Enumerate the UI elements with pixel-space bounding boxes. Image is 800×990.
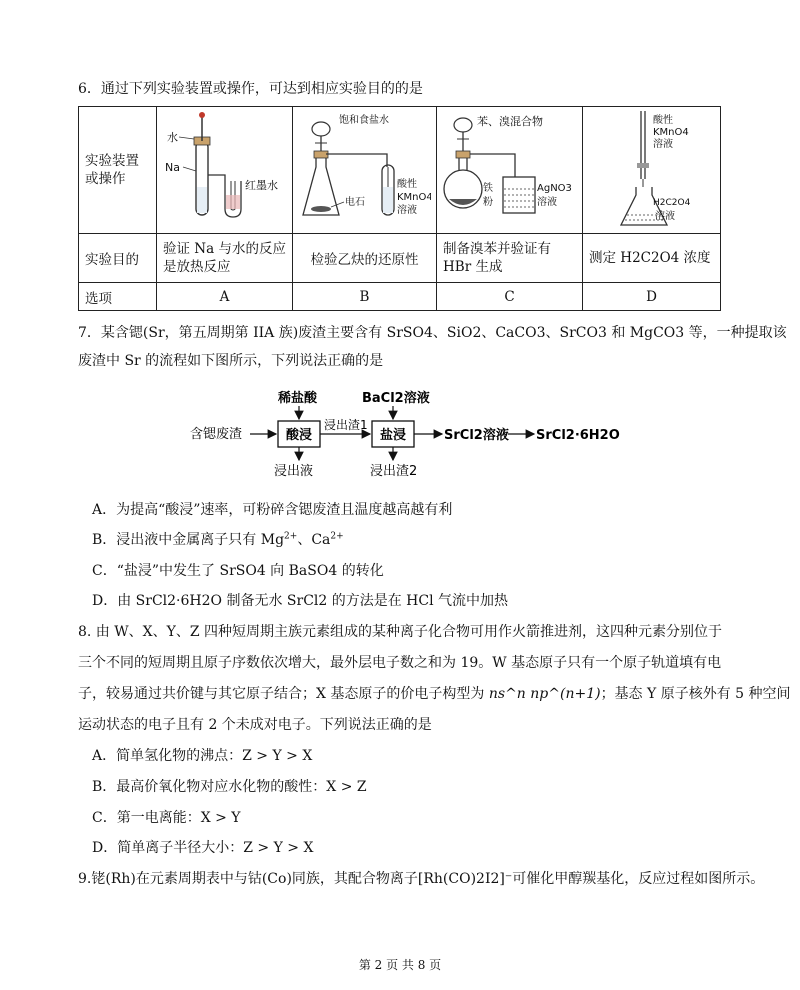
q6-stem: 6．通过下列实验装置或操作，可达到相应实验目的的是 — [78, 81, 423, 97]
q7-option-a: A．为提高“酸浸”速率，可粉碎含锶废渣且温度越高越有利 — [92, 502, 453, 518]
apparatus-c-diagram — [443, 107, 577, 229]
q8-line1: 8. 由 W、X、Y、Z 四种短周期主族元素组成的某种离子化合物可用作火箭推进剂，这四种元素分别位于 — [78, 624, 723, 640]
q8-line3: 子，较易通过共价键与其它原子结合；X 基态原子的价电子构型为 ns^n np^(n+1)；基态 Y 原子核外有 5 种空间 — [78, 686, 791, 702]
option-b: B — [293, 283, 437, 311]
label-carbide: 电石 — [345, 197, 365, 208]
q8-line2: 三个不同的短周期且原子序数依次增大，最外层电子数之和为 19。W 基态原子只有一个原子轨道填有电 — [78, 655, 722, 671]
label-brine: 饱和食盐水 — [339, 115, 389, 126]
q8-option-b: B．最高价氧化物对应水化物的酸性：X > Z — [92, 779, 367, 795]
flow-out1: 浸出液 — [274, 464, 314, 478]
q7-flowchart — [190, 388, 630, 478]
q8-option-a: A．简单氢化物的沸点：Z > Y > X — [92, 748, 313, 764]
label-kmno4-d: KMnO4 — [653, 127, 689, 138]
q7-option-c: C．“盐浸”中发生了 SrSO4 向 BaSO4 的转化 — [92, 563, 384, 579]
apparatus-d-diagram — [589, 107, 715, 229]
label-solution-d2: 溶液 — [655, 211, 675, 222]
flow-mid: 浸出渣1 — [324, 418, 368, 432]
flow-reagent2: BaCl2溶液 — [362, 391, 430, 406]
apparatus-a-diagram — [163, 107, 287, 229]
label-red-ink: 红墨水 — [245, 179, 278, 192]
page-footer: 第 2 页 共 8 页 — [358, 958, 442, 972]
option-d: D — [583, 283, 721, 311]
option-c: C — [437, 283, 583, 311]
q6-table — [78, 106, 721, 311]
q8-option-c: C．第一电离能：X > Y — [92, 810, 241, 826]
purpose-d: 测定 H2C2O4 浓度 — [583, 234, 721, 283]
q8-line4: 运动状态的电子且有 2 个未成对电子。下列说法正确的是 — [78, 717, 432, 733]
flow-start: 含锶废渣 — [190, 427, 243, 442]
label-agno3: AgNO3 — [537, 183, 572, 194]
label-na: Na — [165, 161, 180, 174]
label-solution-d: 溶液 — [653, 139, 673, 150]
label-water: 水 — [167, 131, 178, 144]
label-h2c2o4: H2C2O4 — [653, 198, 691, 208]
q7-stem-line2: 废渣中 Sr 的流程如下图所示，下列说法正确的是 — [78, 353, 384, 369]
apparatus-b-diagram — [299, 107, 431, 229]
label-acidic-d: 酸性 — [653, 115, 673, 126]
row-label-apparatus: 实验装置或操作 — [85, 153, 139, 187]
q7-option-d: D．由 SrCl2·6H2O 制备无水 SrCl2 的方法是在 HCl 气流中加热 — [92, 593, 509, 609]
q7-option-b: B．浸出液中金属离子只有 $Mg^{2+}$、$Ca^{2+}$ — [92, 531, 344, 548]
flow-product2: SrCl2·6H2O — [536, 428, 620, 443]
purpose-c: 制备溴苯并验证有 HBr 生成 — [437, 234, 583, 283]
q8-formula: ns^n np^(n+1) — [488, 686, 601, 702]
label-acidic-b: 酸性 — [397, 179, 417, 190]
label-solution-c: 溶液 — [537, 197, 557, 208]
label-iron: 铁 — [483, 183, 493, 194]
flow-step1: 酸浸 — [286, 428, 313, 443]
row-label-option: 选项 — [79, 283, 157, 311]
flow-out2: 浸出渣2 — [370, 464, 418, 478]
row-label-purpose: 实验目的 — [79, 234, 157, 283]
q8-option-d: D．简单离子半径大小：Z > Y > X — [92, 840, 314, 856]
label-solution-b: 溶液 — [397, 205, 417, 216]
label-kmno4-b: KMnO4 — [397, 192, 431, 203]
q9-stem: 9.铑(Rh)在元素周期表中与钴(Co)同族，其配合物离子[Rh(CO)2I2]⁻可催化甲醇羰基化，反应过程如图所示。 — [78, 871, 765, 887]
q7-stem-line1: 7．某含锶(Sr，第五周期第 IIA 族)废渣主要含有 SrSO4、SiO2、CaCO3、SrCO3 和 MgCO3 等，一种提取该 — [78, 325, 787, 341]
flow-reagent1: 稀盐酸 — [278, 391, 318, 406]
purpose-a: 验证 Na 与水的反应是放热反应 — [157, 234, 293, 283]
purpose-b: 检验乙炔的还原性 — [293, 234, 437, 283]
flow-step2: 盐浸 — [380, 428, 407, 443]
option-a: A — [157, 283, 293, 311]
label-powder: 粉 — [483, 197, 493, 208]
flow-product1: SrCl2溶液 — [444, 428, 509, 443]
label-benzene-mix: 苯、溴混合物 — [477, 115, 543, 128]
